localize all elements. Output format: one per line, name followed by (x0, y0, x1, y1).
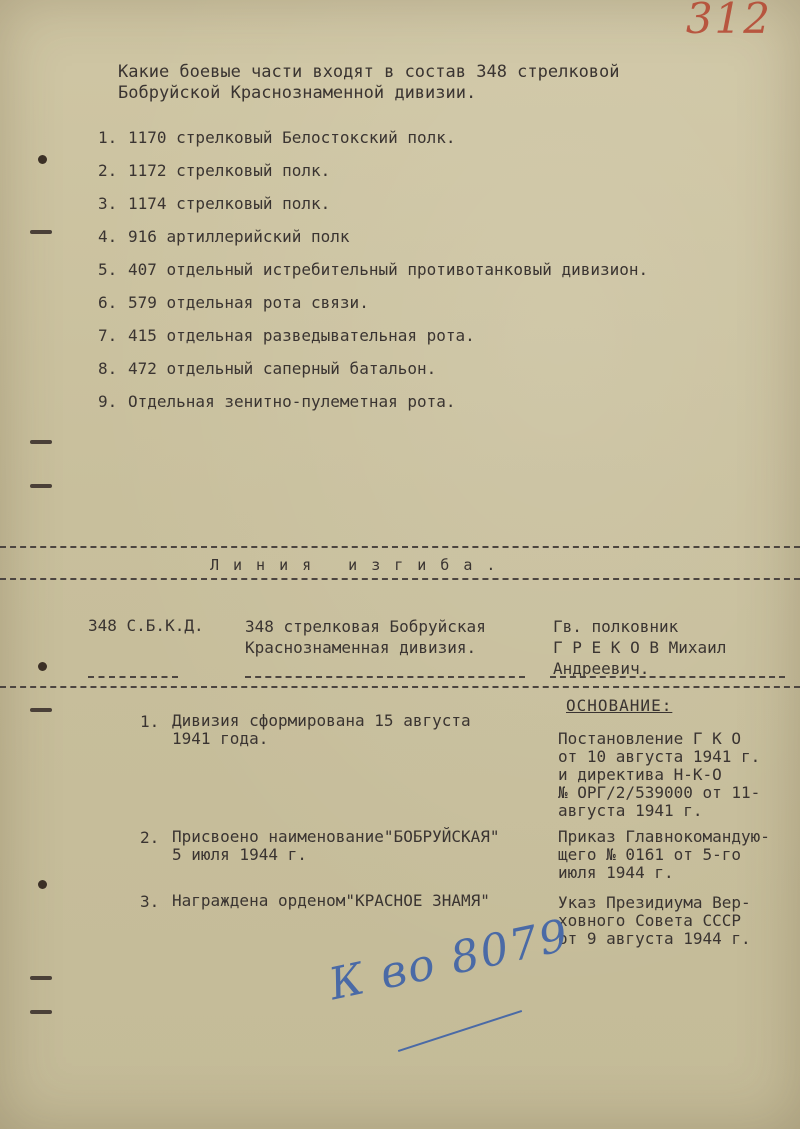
fact-number: 3. (140, 892, 160, 911)
item-text: 407 отдельный истребительный противотанковый дивизион. (128, 260, 649, 279)
fact-basis: Постановление Г К О от 10 августа 1941 г. и директива Н-К-О № ОРГ/2/539000 от 11- августа 1941 г. (558, 729, 761, 820)
table-divider (0, 686, 800, 688)
fact-text: Награждена орденом"КРАСНОЕ ЗНАМЯ" (172, 891, 490, 910)
fact-basis: Приказ Главнокомандую- щего № 0161 от 5-го июля 1944 г. (558, 827, 770, 882)
fold-label: Линия изгиба. (210, 556, 510, 574)
item-text: 415 отдельная разведывательная рота. (128, 326, 475, 345)
column-underline (245, 676, 525, 678)
item-text: 472 отдельный саперный батальон. (128, 359, 437, 378)
binding-hole (38, 155, 47, 164)
handwritten-note: К во 8079 (324, 909, 575, 1011)
staple-mark (30, 440, 52, 444)
list-item (98, 161, 648, 194)
item-number: 1. (98, 128, 118, 147)
list-item (98, 359, 648, 392)
fold-divider-bottom (0, 578, 800, 580)
staple-mark (30, 484, 52, 488)
list-item (98, 194, 648, 227)
fold-divider-top (0, 546, 800, 548)
item-number: 4. (98, 227, 118, 246)
division-full-name: 348 стрелковая Бобруйская Краснознаменная дивизия. (245, 617, 486, 657)
column-underline (88, 676, 178, 678)
list-item (98, 227, 648, 260)
fact-text: Присвоено наименование"БОБРУЙСКАЯ" 5 июля 1944 г. (172, 827, 500, 864)
basis-title: ОСНОВАНИЕ: (566, 696, 673, 715)
item-number: 5. (98, 260, 118, 279)
list-item (98, 128, 648, 161)
item-number: 2. (98, 161, 118, 180)
page-number: 312 (685, 0, 772, 43)
binding-hole (38, 662, 47, 671)
item-text: 916 артиллерийский полк (128, 227, 350, 246)
division-short-name: 348 С.Б.К.Д. (88, 616, 204, 635)
page-heading: Какие боевые части входят в состав 348 стрелковой Бобруйской Краснознаменной дивизии. (118, 62, 620, 103)
staple-mark (30, 708, 52, 712)
staple-mark (30, 1010, 52, 1014)
item-number: 6. (98, 293, 118, 312)
list-item (98, 326, 648, 359)
item-text: Отдельная зенитно-пулеметная рота. (128, 392, 456, 411)
item-number: 8. (98, 359, 118, 378)
item-text: 1172 стрелковый полк. (128, 161, 331, 180)
fact-text: Дивизия сформирована 15 августа 1941 года. (172, 711, 471, 748)
unit-list (98, 128, 648, 425)
list-item (98, 392, 648, 425)
list-item (98, 293, 648, 326)
item-number: 7. (98, 326, 118, 345)
item-text: 1170 стрелковый Белостокский полк. (128, 128, 456, 147)
staple-mark (30, 230, 52, 234)
item-text: 579 отдельная рота связи. (128, 293, 369, 312)
item-number: 3. (98, 194, 118, 213)
fact-basis: Указ Президиума Вер- ховного Совета СССР от 9 августа 1944 г. (558, 893, 751, 948)
division-commander: Гв. полковник Г Р Е К О В Михаил Андреевич. (553, 617, 727, 678)
fact-number: 2. (140, 828, 160, 847)
staple-mark (30, 976, 52, 980)
fact-number: 1. (140, 712, 160, 731)
binding-hole (38, 880, 47, 889)
column-underline (550, 676, 785, 678)
item-text: 1174 стрелковый полк. (128, 194, 331, 213)
item-number: 9. (98, 392, 118, 411)
handwritten-underline (398, 1010, 522, 1052)
list-item (98, 260, 648, 293)
